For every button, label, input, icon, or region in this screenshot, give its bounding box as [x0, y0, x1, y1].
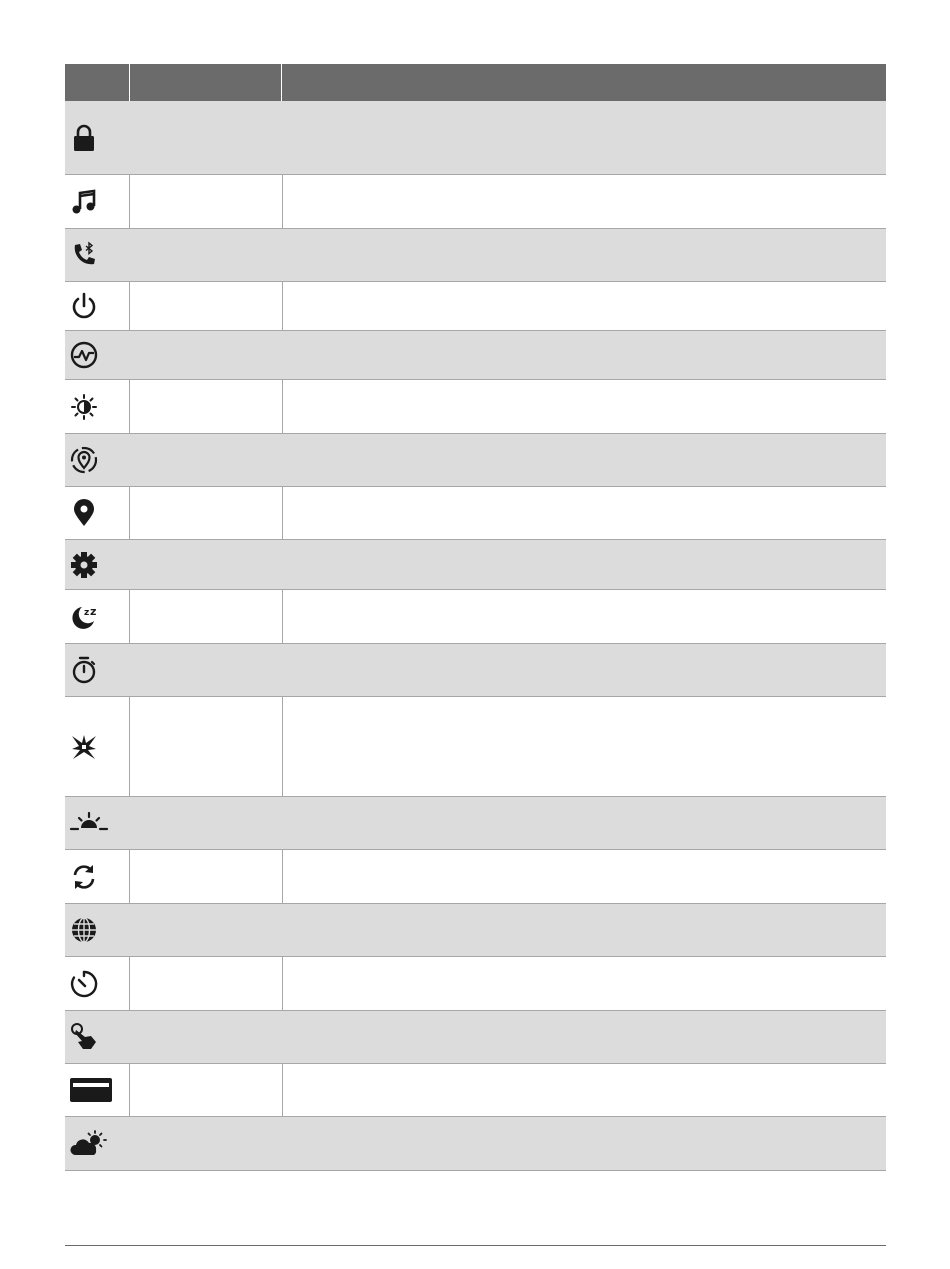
footer-rule: [65, 1245, 886, 1246]
table-row: [65, 434, 886, 487]
svg-text:z: z: [84, 607, 90, 618]
weather-icon: [69, 1129, 109, 1159]
table-row: [65, 590, 886, 644]
table-row: [65, 331, 886, 380]
table-row: [65, 957, 886, 1011]
touch-icon: [69, 1022, 99, 1052]
table-row: [65, 1011, 886, 1064]
svg-text:z: z: [90, 604, 97, 618]
wallet-card-icon: [69, 1075, 113, 1105]
gear-icon: [69, 550, 99, 580]
table-row: [65, 1064, 886, 1117]
location-target-icon: [69, 445, 99, 475]
music-note-icon: [69, 187, 99, 217]
burst-icon: [69, 732, 99, 762]
globe-icon: [69, 915, 99, 945]
power-icon: [69, 291, 99, 321]
icon-table: [65, 64, 886, 1171]
header-name-cell: [130, 64, 282, 101]
table-row: [65, 175, 886, 229]
table-row: [65, 229, 886, 282]
header-desc-cell: [282, 64, 886, 101]
sync-icon: [69, 862, 99, 892]
table-header: [65, 64, 886, 101]
pulse-ox-icon: [69, 340, 99, 370]
table-row: [65, 487, 886, 540]
table-row: [65, 797, 886, 850]
table-row: [65, 380, 886, 434]
table-row: [65, 540, 886, 590]
table-row: [65, 282, 886, 331]
sunrise-icon: [69, 808, 109, 838]
timer-icon: [69, 969, 99, 999]
table-row: [65, 1117, 886, 1171]
table-row: [65, 850, 886, 904]
table-row: [65, 644, 886, 697]
sleep-moon-icon: [69, 602, 99, 632]
table-row: [65, 904, 886, 957]
bluetooth-phone-icon: [69, 240, 99, 270]
table-row: [65, 101, 886, 175]
brightness-icon: [69, 392, 99, 422]
header-icon-cell: [65, 64, 130, 101]
table-row: [65, 697, 886, 797]
lock-icon: [69, 123, 99, 153]
stopwatch-icon: [69, 655, 99, 685]
map-pin-icon: [69, 498, 99, 528]
